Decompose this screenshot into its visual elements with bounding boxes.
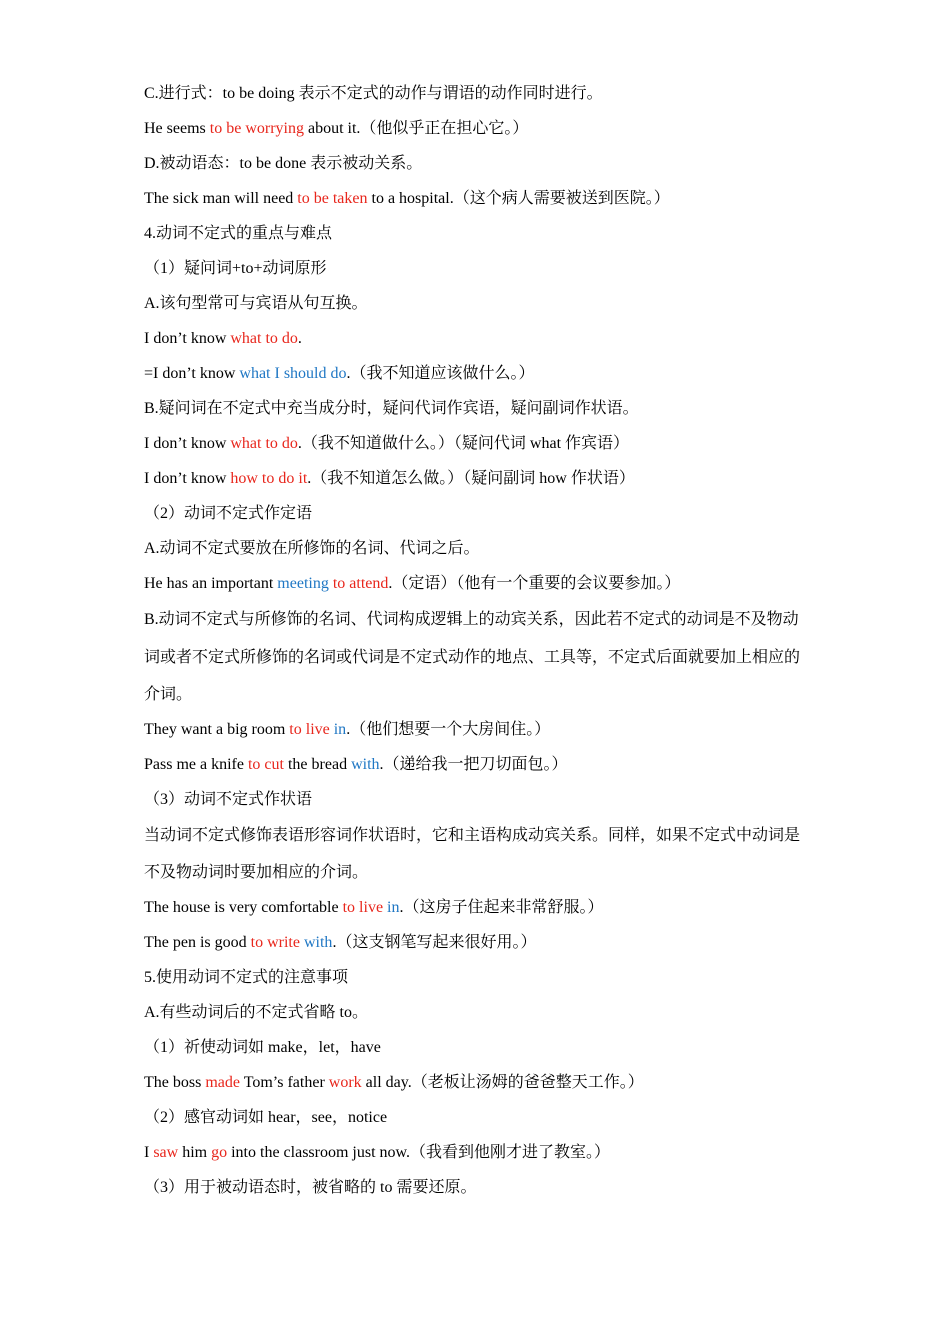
text-segment: The pen is good	[144, 933, 251, 951]
line-example-boss	[144, 1065, 804, 1100]
text-segment: The house is very comfortable	[144, 898, 343, 916]
line-point-a	[144, 286, 804, 321]
text-segment: .（我不知道做什么。）（疑问代词 what 作宾语）	[297, 435, 630, 452]
line-point-b	[144, 391, 804, 426]
text-segment: C.进行式：to be doing 表示不定式的动作与谓语的动作同时进行。	[144, 85, 603, 102]
text-segment: .（这房子住起来非常舒服。）	[399, 898, 604, 916]
subheading-3	[144, 782, 804, 817]
text-segment: .（我不知道怎么做。）（疑问副词 how 作状语）	[307, 470, 635, 487]
highlight-red: work	[328, 1073, 362, 1091]
text-segment: 5.使用动词不定式的注意事项	[144, 968, 349, 986]
document-page	[144, 76, 804, 1205]
line-example-house	[144, 890, 804, 925]
highlight-red: to write	[250, 933, 300, 951]
line-progressive	[144, 76, 804, 111]
text-segment: Pass me a knife	[144, 755, 248, 773]
text-segment: They want a big room	[144, 720, 290, 738]
text-segment: .（定语）（他有一个重要的会议要参加。）	[388, 575, 681, 592]
text-segment: D.被动语态：to be done 表示被动关系。	[144, 155, 423, 172]
highlight-blue: with	[303, 933, 333, 951]
highlight-red: what to do	[230, 435, 298, 452]
text-segment: 4.动词不定式的重点与难点	[144, 225, 333, 242]
line-example-meeting	[144, 566, 804, 601]
text-segment: I don’t know	[144, 470, 231, 487]
highlight-red: to be worrying	[209, 120, 304, 137]
text-segment: （3）动词不定式作状语	[144, 790, 313, 808]
text-segment: .（他们想要一个大房间住。）	[346, 720, 551, 738]
text-segment: He has an important	[144, 575, 278, 592]
text-segment: The sick man will need	[144, 190, 298, 207]
text-segment: I don’t know	[144, 435, 231, 452]
text-segment: （1）祈使动词如 make，let，have	[144, 1038, 381, 1056]
highlight-red: to cut	[247, 755, 284, 773]
line-example-pen	[144, 925, 804, 960]
line-perception-verbs	[144, 1100, 804, 1135]
highlight-blue: in	[387, 898, 400, 916]
line-passive	[144, 146, 804, 181]
line-example-should-do	[144, 356, 804, 391]
text-segment: I don’t know	[144, 330, 231, 347]
text-segment: =I don’t know	[144, 365, 240, 382]
highlight-blue: meeting	[277, 575, 329, 592]
highlight-red: to attend	[332, 575, 389, 592]
text-segment: A.动词不定式要放在所修饰的名词、代词之后。	[144, 540, 480, 557]
text-segment: （1）疑问词+to+动词原形	[144, 260, 327, 277]
paragraph-attributive-b	[144, 601, 804, 714]
line-causative-verbs	[144, 1030, 804, 1065]
highlight-red: go	[211, 1143, 228, 1161]
text-segment: B.疑问词在不定式中充当成分时，疑问代词作宾语，疑问副词作状语。	[144, 400, 639, 417]
text-segment: The boss	[144, 1073, 206, 1091]
highlight-red: saw	[153, 1143, 179, 1161]
highlight-blue: what I should do	[239, 365, 347, 382]
line-example-taken	[144, 181, 804, 216]
text-segment: all day.（老板让汤姆的爸爸整天工作。）	[361, 1073, 644, 1091]
text-segment: 当动词不定式修饰表语形容词作状语时，它和主语构成动宾关系。同样，如果不定式中动词是不及物动词时要加相应的介词。	[144, 826, 801, 881]
subheading-2	[144, 496, 804, 531]
section-heading-5	[144, 960, 804, 995]
paragraph-adverbial	[144, 817, 804, 892]
text-segment: A.有些动词后的不定式省略 to。	[144, 1003, 369, 1021]
highlight-red: to live	[342, 898, 384, 916]
line-attributive-a	[144, 531, 804, 566]
text-segment: I	[144, 1143, 154, 1161]
text-segment: He seems	[144, 120, 210, 137]
highlight-red: made	[205, 1073, 240, 1091]
line-omit-to	[144, 995, 804, 1030]
highlight-red: to be taken	[297, 190, 368, 207]
line-passive-restore-to	[144, 1170, 804, 1205]
text-segment: into the classroom just now.（我看到他刚才进了教室。）	[227, 1143, 611, 1161]
highlight-blue: in	[333, 720, 347, 738]
line-example-worrying	[144, 111, 804, 146]
text-segment: .	[297, 330, 302, 347]
line-example-how-adverbial	[144, 461, 804, 496]
highlight-red: how to do it	[230, 470, 308, 487]
text-segment: him	[178, 1143, 212, 1161]
line-example-knife	[144, 747, 804, 782]
text-segment: the bread	[283, 755, 352, 773]
line-example-saw	[144, 1135, 804, 1170]
text-segment: Tom’s father	[239, 1073, 329, 1091]
highlight-red: what to do	[230, 330, 298, 347]
text-segment: （2）动词不定式作定语	[144, 505, 313, 522]
highlight-blue: with	[351, 755, 380, 773]
subheading-1	[144, 251, 804, 286]
text-segment: A.该句型常可与宾语从句互换。	[144, 295, 368, 312]
text-segment: B.动词不定式与所修饰的名词、代词构成逻辑上的动宾关系，因此若不定式的动词是不及物动词或者不定式所修饰的名词或代词是不定式动作的地点、工具等，不定式后面就要加上相应的介词。	[144, 611, 801, 703]
text-segment: .（这支钢笔写起来很好用。）	[332, 933, 537, 951]
section-heading-4	[144, 216, 804, 251]
line-example-room	[144, 712, 804, 747]
highlight-red: to live	[289, 720, 330, 738]
text-segment: （3）用于被动语态时，被省略的 to 需要还原。	[144, 1178, 477, 1196]
text-segment: .（递给我一把刀切面包。）	[379, 755, 568, 773]
line-example-what-object	[144, 426, 804, 461]
line-example-what-to-do	[144, 321, 804, 356]
text-segment: to a hospital.（这个病人需要被送到医院。）	[367, 190, 670, 207]
text-segment: .（我不知道应该做什么。）	[346, 365, 535, 382]
text-segment: about it.（他似乎正在担心它。）	[303, 120, 529, 137]
text-segment: （2）感官动词如 hear，see，notice	[144, 1108, 388, 1126]
